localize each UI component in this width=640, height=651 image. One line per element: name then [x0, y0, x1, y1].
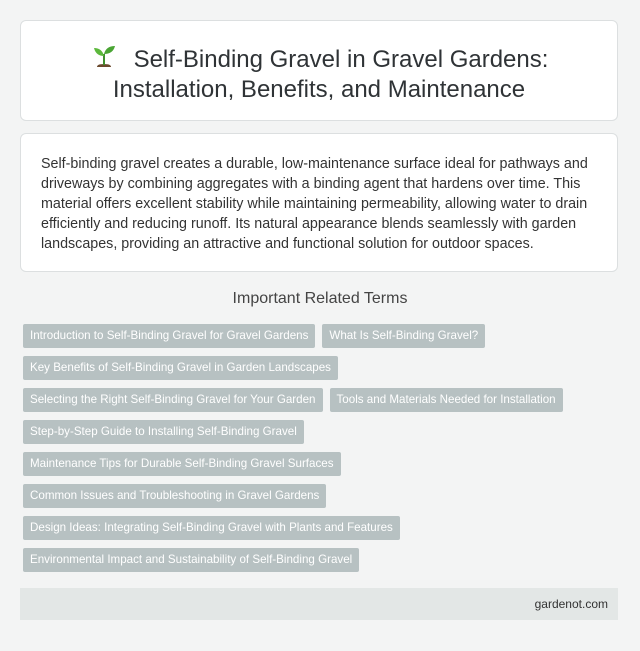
- term-tag[interactable]: Design Ideas: Integrating Self-Binding Gravel with Plants and Features: [23, 516, 400, 540]
- term-row: [23, 420, 623, 444]
- term-row: [23, 548, 623, 572]
- footer-site-link[interactable]: gardenot.com: [534, 597, 608, 611]
- page-title: [21, 43, 617, 105]
- term-tag[interactable]: Step-by-Step Guide to Installing Self-Binding Gravel: [23, 420, 304, 444]
- term-row: [23, 356, 623, 380]
- term-tag[interactable]: Tools and Materials Needed for Installation: [330, 388, 563, 412]
- term-tag[interactable]: Selecting the Right Self-Binding Gravel for Your Garden: [23, 388, 323, 412]
- related-terms-list: [23, 324, 623, 580]
- term-row: [23, 388, 623, 412]
- title-card: [20, 20, 618, 121]
- summary-text: Self-binding gravel creates a durable, low-maintenance surface ideal for pathways and driveways by combining aggregates with a binding agent that hardens over time. This material offers excellent stability while maintaining permeability, allowing water to drain efficiently and reducing runoff. Its natural appearance blends seamlessly with garden landscapes, providing an attractive and functional solution for outdoor spaces.: [41, 156, 588, 252]
- term-tag[interactable]: Environmental Impact and Sustainability of Self-Binding Gravel: [23, 548, 359, 572]
- term-tag[interactable]: What Is Self-Binding Gravel?: [322, 324, 485, 348]
- term-tag[interactable]: Key Benefits of Self-Binding Gravel in Garden Landscapes: [23, 356, 338, 380]
- term-row: [23, 452, 623, 476]
- summary-card: [20, 133, 618, 272]
- term-tag[interactable]: Maintenance Tips for Durable Self-Binding Gravel Surfaces: [23, 452, 341, 476]
- sprout-icon: [90, 43, 118, 71]
- term-tag[interactable]: Introduction to Self-Binding Gravel for Gravel Gardens: [23, 324, 315, 348]
- term-tag[interactable]: Common Issues and Troubleshooting in Gravel Gardens: [23, 484, 326, 508]
- footer: [20, 588, 618, 620]
- related-terms-heading: Important Related Terms: [232, 290, 408, 307]
- term-row: [23, 484, 623, 508]
- title-line-1: Self-Binding Gravel in Gravel Gardens:: [133, 46, 549, 73]
- term-row: [23, 324, 623, 348]
- term-row: [23, 516, 623, 540]
- title-line-2: Installation, Benefits, and Maintenance: [112, 76, 526, 103]
